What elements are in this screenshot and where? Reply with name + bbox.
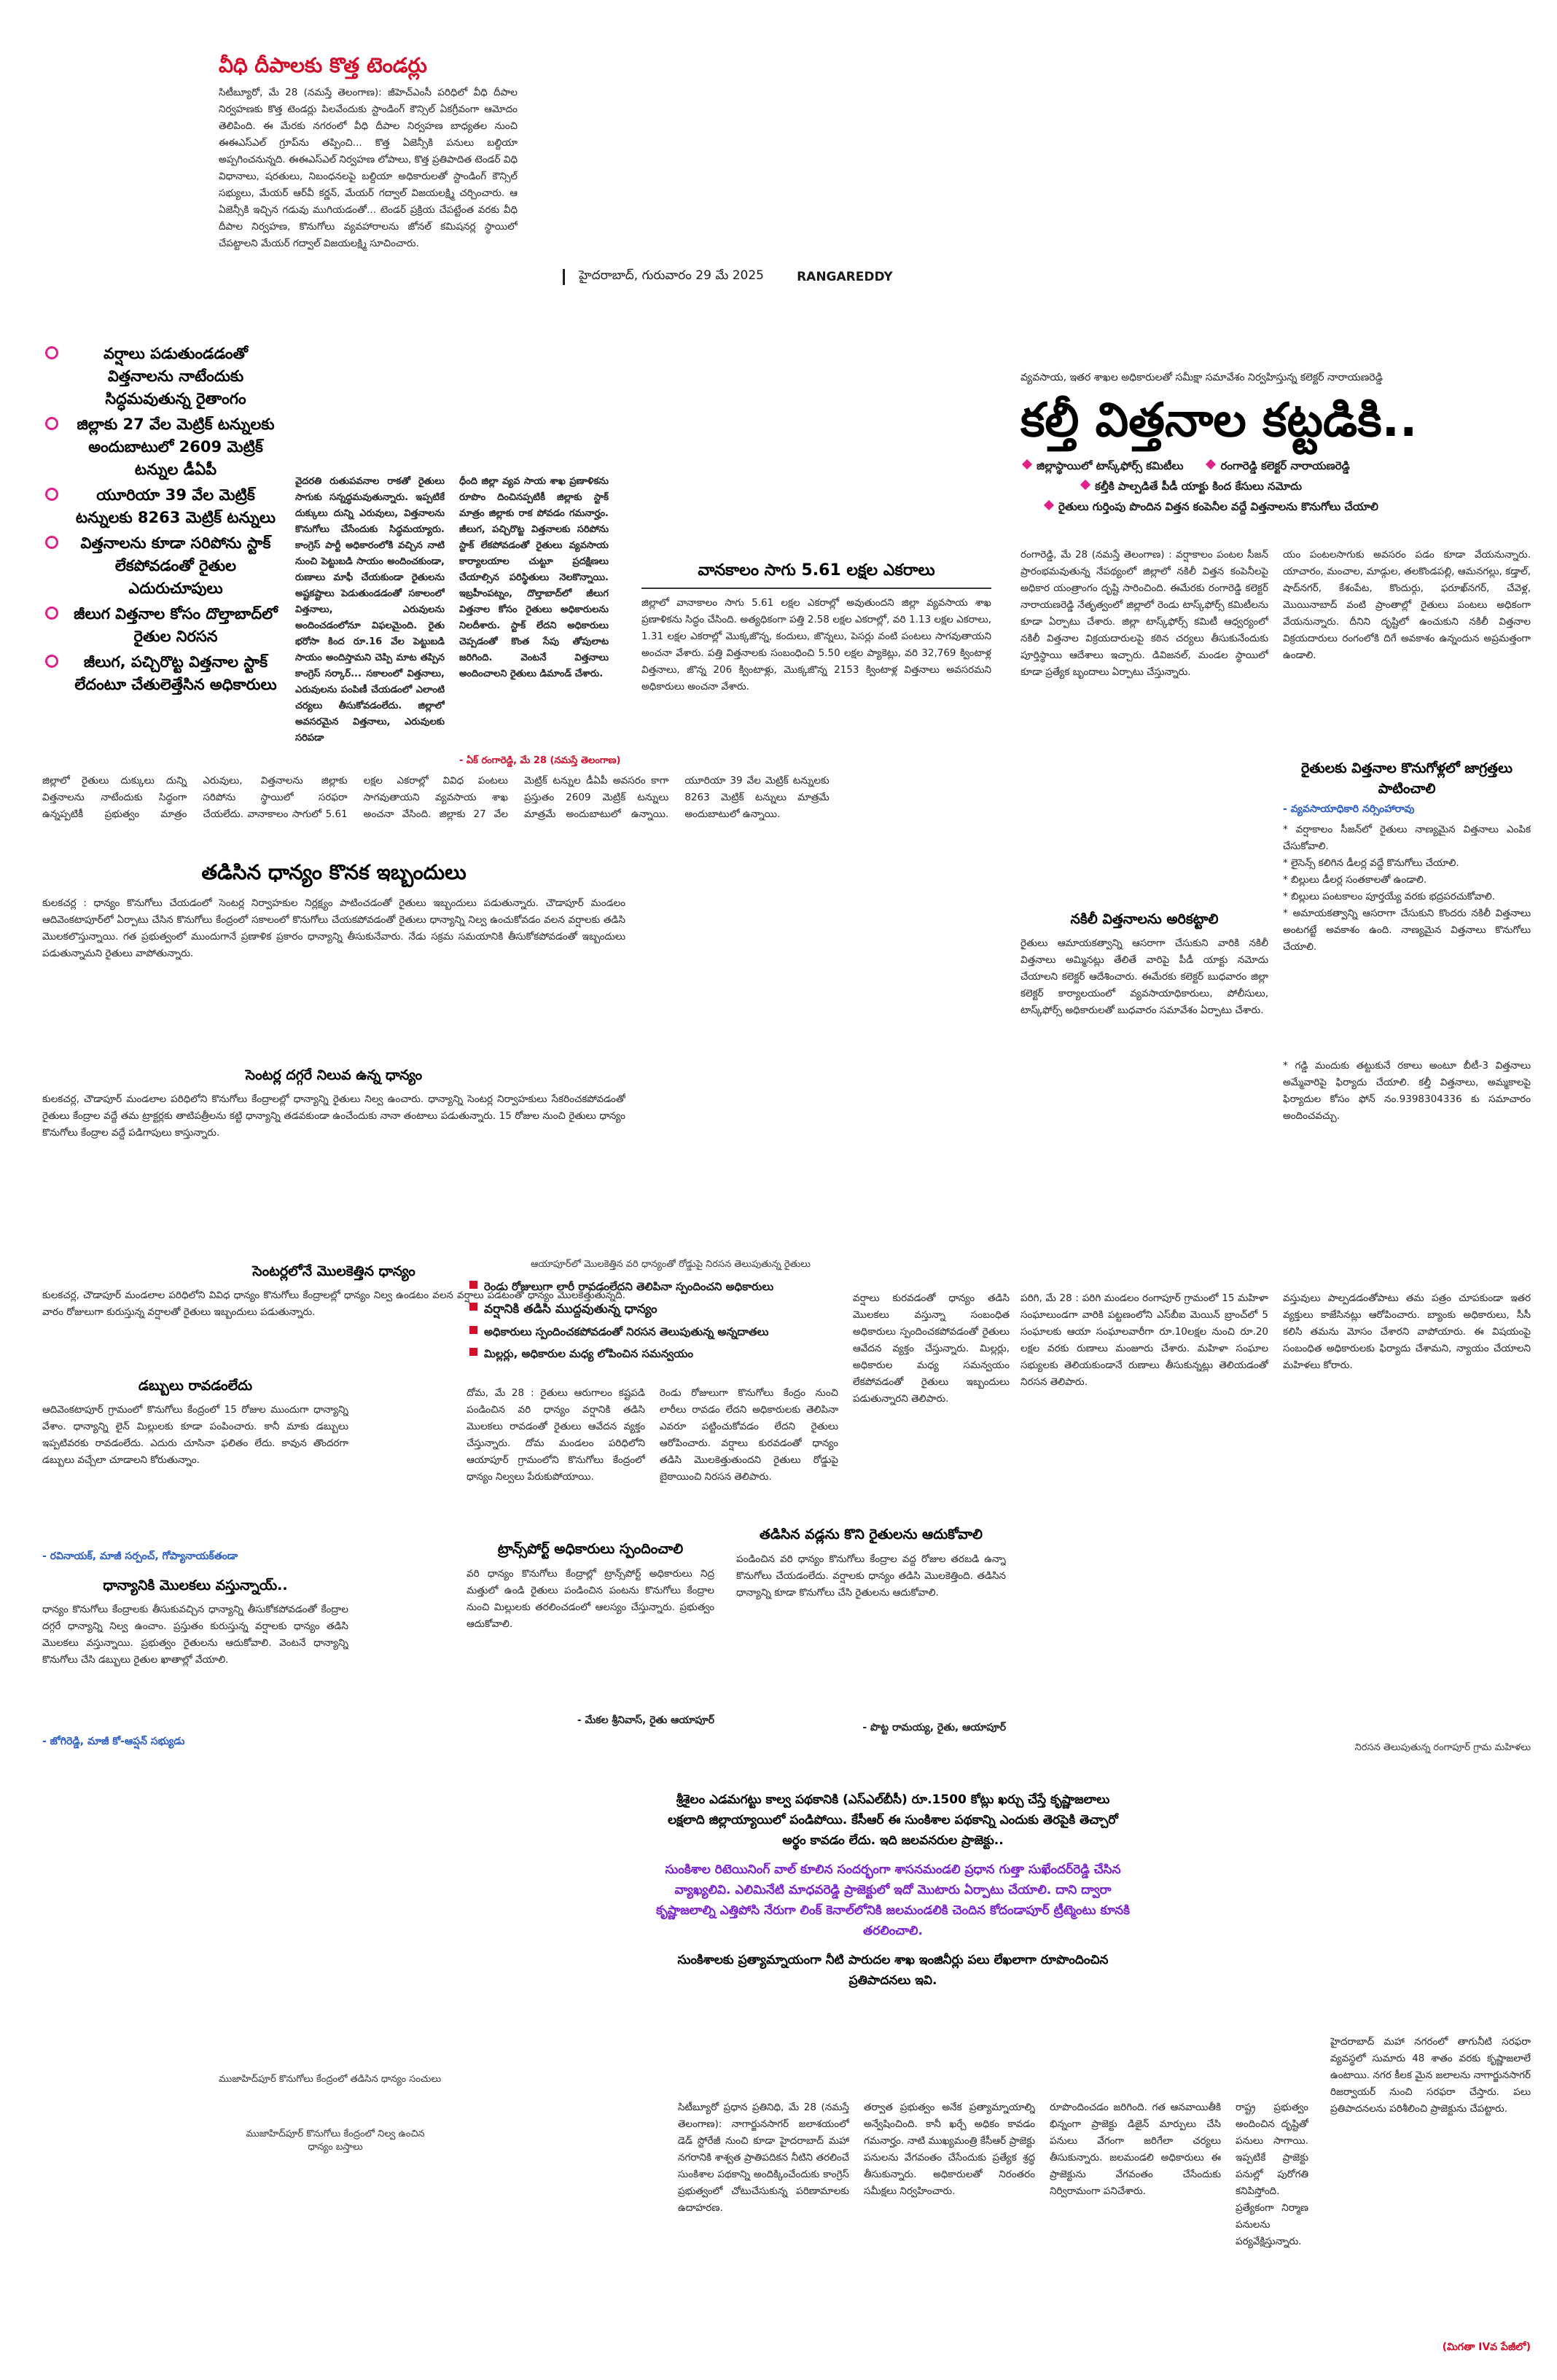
left-bullet: వర్షాలు పడుతుండడంతో విత్తనాలను నాటేందుకు సిద్ధమవుతున్న రైతాంగం (42, 343, 283, 410)
bottom-col5: హైదరాబాద్ మహా నగరంలో తాగునీటి సరఫరా వ్యవస్థలో సుమారు 48 శాతం వరకు కృష్ణాజలాలే ఉంటాయి. నగర కీలక మైన జలాలను నాగార్జునసాగర్ రిజర్వాయర్ నుంచి సరఫరా చేస్తారు. పలు ప్రతిపాదనలను పరిశీలించి ప్రాజెక్టును చేపట్టారు. (1330, 2036, 1531, 2115)
main-bullet: జిల్లాస్థాయిలో టాస్క్‌ఫోర్స్ కమిటీలు (1021, 456, 1183, 476)
protest-bullet: అధికారులు స్పందించకపోవడంతో నిరసన తెలుపుతున్న అన్నదాతలు (467, 1321, 846, 1343)
caption-mujahidpur-bags: ముజాహిద్‌పూర్ కొనుగోలు కేంద్రంలో తడిసిన ధాన్యం సంచులు (219, 2074, 442, 2085)
sunkishala-box (656, 1790, 1130, 1991)
ring-bullet-icon (45, 346, 58, 359)
streetlights-headline: వీధి దీపాలకు కొత్త టెండర్లు (219, 53, 427, 77)
main-bullet: రంగారెడ్డి కలెక్టర్ నారాయణరెడ్డి (1204, 456, 1349, 476)
protest-bullets (467, 1276, 846, 1365)
grain-credit1: - రవినాయక్, మాజీ సర్పంచ్, గోప్యానాయక్‌తండా (42, 1550, 238, 1562)
protest-sub1-body: వరి ధాన్యం కొనుగోలు కేంద్రాల్లో ట్రాన్స్‌పోర్ట్ అధికారులు నిద్ర మత్తులో ఉండి రైతులు పండించిన పంటను కొనుగోలు కేంద్రాల నుంచి మిల్లులకు తరలించడంలో ఆలస్యం చేస్తున్నారు. ప్రభుత్వం ఆదుకోవాలి. (467, 1568, 714, 1630)
left-col2: ధీంది జిల్లా వ్యవ సాయ శాఖ ప్రణాళికను రూపొం దించినప్పటికీ జిల్లాకు స్టాక్ మాత్రం జిల్లాకు రాక పోవడం గమనార్హం. జీలుగ, పచ్చిరొట్ట విత్తనాలకు సరిపోను స్టాక్ లేకపోవడంతో రైతులు వ్యవసాయ కార్యాలయాల చుట్టూ ప్రదక్షిణలు చేయాల్సిన పరిస్థితులు నెలకొన్నాయి. ఇబ్రహీంపట్నం, దొల్తాబాద్‌లో జీలుగ విత్తనాల కోసం రైతులు అధికారులను నిలదీశారు. స్టాక్ లేదని అధికారులు చెప్పడంతో కొంత సేపు తోపులాట జరిగింది. వెంటనే విత్తనాలు అందించాలని రైతులు డిమాండ్ చేశారు. (459, 476, 609, 679)
protest-sub2: తడిసిన వడ్లను కొని రైతులను ఆదుకోవాలి (760, 1526, 983, 1542)
left-bullet: జిల్లాకు 27 వేల మెట్రిక్ టన్నులకు అందుబాటులో 2609 మెట్రిక్ టన్నుల డీఏపీ (42, 413, 283, 481)
diamond-bullet-icon (1022, 459, 1032, 469)
square-bullet-icon (469, 1326, 477, 1334)
left-bullet: జీలుగ విత్తనాల కోసం దొల్తాబాద్‌లో రైతుల నిరసన (42, 603, 283, 648)
main-col1b: రైతులు ఆమాయకత్వాన్ని ఆసరాగా చేసుకుని వారికి నకిలీ విత్తనాలు అమ్మినట్లు తేలితే వారిపై పీడీ యాక్టు నమోదు చేయాలని కలెక్టర్ ఆదేశించారు. ఈమేరకు కలెక్టర్ బుధవారం జిల్లా కలెక్టర్ కార్యాలయంలో వ్యవసాయాధికారులు, పోలీసులు, టాస్క్‌ఫోర్స్ అధికారులతో బుధవారం సమావేశం ఏర్పాటు చేశారు. (1021, 937, 1268, 1016)
caption-rangapur: నిరసన తెలుపుతున్న రంగాపూర్ గ్రామ మహిళలు (1354, 1742, 1531, 1753)
protest-sub2-body: పండించిన వరి ధాన్యం కొనుగోలు కేంద్రాల వద్ద రోజుల తరబడి ఉన్నా కొనుగోలు చేయడంలేదు. వర్షాలకు ధాన్యం తడిసి మొలకెత్తింది. తడిసిన ధాన్యాన్ని కూడా కొనుగోలు చేసి రైతులను ఆదుకోవాలి. (736, 1553, 1006, 1599)
main-credit: - వ్యవసాయాధికారి నర్సింహారావు (1283, 803, 1415, 815)
main-col2: యం పంటలసాగుకు అవసరం పడం కూడా వేయనున్నారు. యాచారం, మంచాల, మాడ్గుల, తలకొండపల్లి, ఆమనగల్లు, కడ్తాల్, షాద్‌నగర్, కేశంపేట, కొందుర్గు, ఫరూఖ్‌నగర్, చేవెళ్ల, మొయినాబాద్ వంటి ప్రాంతాల్లో రైతులు పంటలు అధికంగా వేయనున్నారు. దీనిని దృష్టిలో ఉంచుకుని నకిలీ విత్తనాల విక్రయదారులు రంగంలోకి దిగే అవకాశం ఉన్నందున అప్రమత్తంగా ఉండాలి. (1283, 549, 1531, 661)
main-tips-tail: * గడ్డి మందుకు తట్టుకునే రకాలు అంటూ బీటీ-3 విత్తనాలు అమ్మేవారిపై ఫిర్యాదు చేయాలి. కల్తీ విత్తనాలు, అమ్మకాలపై ఫిర్యాదుల కోసం ఫోన్ నం.9398304336 కు సమాచారం అందించవచ్చు. (1283, 1060, 1531, 1122)
grain-sub3: డబ్బులు రావడంలేదు (138, 1378, 253, 1394)
masthead-edition: RANGAREDDY (797, 270, 893, 284)
sowing-body: జిల్లాలో వానాకాలం సాగు 5.61 లక్షల ఎకరాల్లో అవుతుందని జిల్లా వ్యవసాయ శాఖ ప్రణాళికను సిద్ధం చేసింది. అత్యధికంగా పత్తి 2.58 లక్షల ఎకరాల్లో, వరి 1.13 లక్షల ఎకరాలు, 1.31 లక్షల ఎకరాల్లో మొక్కజొన్న, కందులు, జొన్నలు, పెసర్లు వంటి పంటలు సాగవుతాయని అంచనా వేశారు. పత్తి విత్తనాలకు సంబంధించి 5.50 లక్షల ప్యాకెట్లు, వరి 32,769 క్వింటాళ్ల విత్తనాలు, జొన్న 206 క్వింటాళ్లు, మొక్కజొన్న 2153 క్వింటాళ్ల విత్తనాలు అవసరమని అధికారులు అంచనా వేశారు. (641, 597, 991, 692)
protest-credit1: - మేకల శ్రీనివాస్, రైతు ఆయాపూర్ (577, 1714, 714, 1726)
grain-body2: కులకచర్ల, చౌడాపూర్ మండలాల పరిధిలోని కొనుగోలు కేంద్రాలల్లో ధాన్యాన్ని రైతులు నిల్వ ఉంచారు. ధాన్యాన్ని సెంటర్ల నిర్వాహకులు సేకరించకపోవడంతో రైతులు కేంద్రాల వద్దే తమ ట్రాక్టర్లకు తాటిపత్రీలను కట్టి ధాన్యాన్ని తడవకుండా ఉంచేందుకు నానా తంటాలు పడుతున్నారు. 15 రోజుల నుంచి రైతులు ధాన్యం కొనుగోలు కేంద్రాల వద్దే పడిగాపులు కాస్తున్నారు. (42, 1093, 625, 1139)
protest-bullet: వర్షానికి తడిసి ముద్దవుతున్న ధాన్యం (467, 1298, 846, 1321)
left-fullwidth: జిల్లాలో రైతులు దుక్కులు దున్ని విత్తనాలను నాటేందుకు సిద్ధంగా ఉన్నప్పటికీ ప్రభుత్వం మాత్రం ఎరువులు, విత్తనాలను జిల్లాకు సరిపోను స్థాయిలో సరఫరా చేయలేదు. వానాకాలం సాగులో 5.61 లక్షల ఎకరాల్లో వివిధ పంటలు సాగవుతాయని వ్యవసాయ శాఖ అంచనా వేసింది. జిల్లాకు 27 వేల మెట్రిక్ టన్నుల డీఏపీ అవసరం కాగా ప్రస్తుతం 2609 మెట్రిక్ టన్నులు మాత్రమే అందుబాటులో ఉన్నాయి. యూరియా 39 వేల మెట్రిక్ టన్నులకు 8263 మెట్రిక్ టన్నులు మాత్రమే అందుబాటులో ఉన్నాయి. (42, 775, 830, 820)
left-bullet: జీలుగ, పచ్చిరొట్ట విత్తనాల స్టాక్ లేదంటూ చేతులెత్తేసిన అధికారులు (42, 651, 283, 696)
sowing-headline: వానకాలం సాగు 5.61 లక్షల ఎకరాలు (641, 561, 991, 589)
main-col2-wrap (1283, 547, 1531, 1160)
main-col1: రంగారెడ్డి, మే 28 (నమస్తే తెలంగాణ) : వర్షాకాలం పంటల సీజన్ ప్రారంభమవుతున్న నేపథ్యంలో జిల్లాలో నకిలీ విత్తన కంపెనీలపై అధికార యంత్రాంగం దృష్టి సారించింది. ఈమేరకు రంగారెడ్డి కలెక్టర్ నారాయణరెడ్డి నేతృత్వంలో జిల్లాలో రెండు టాస్క్‌ఫోర్స్ కమిటీలను కూడా ఏర్పాటు చేశారు. జిల్లా టాస్క్‌ఫోర్స్ కమిటీ ఆధ్వర్యంలో నకిలీ విత్తనాల విక్రయదారులపై కఠిన చర్యలు తీసుకునేందుకు పూర్తిస్థాయి ఆదేశాలు ఇచ్చారు. డివిజనల్, మండల స్థాయిలో కూడా ప్రత్యేక బృందాలు ఏర్పాటు చేస్తున్నారు. (1021, 549, 1268, 678)
grain-credit2: - జోగిరెడ్డి, మాజీ కో-ఆప్షన్ సభ్యుడు (42, 1736, 185, 1747)
masthead-city-date: హైదరాబాద్‌, గురువారం 29 మే 2025 (579, 268, 764, 283)
bottom-credit: (మిగతా IVవ పేజీలో) (1442, 2341, 1531, 2353)
streetlights-story (219, 51, 518, 303)
protest-bullet: మిల్లర్లు, అధికారుల మధ్య లోపించిన సమన్వయం (467, 1343, 846, 1365)
rangapur-col1: పరిగి, మే 28 : పరిగి మండలం రంగాపూర్ గ్రామంలో 15 మహిళా సంఘాలుండగా వారికి పట్టణంలోని ఎస్‌బీఐ మెయిన్ బ్రాంచ్‌లో 5 సంఘాలకు ఆయా సంఘాలవారీగా రూ.10లక్షల నుంచి రూ.20 లక్షల వరకు రుణాలు మంజూరు చేశారు. మహిళా సంఘాల సభ్యులకు తెలియకుండానే రుణాలు తీసుకున్నట్లు తెలియడంతో నిరసన తెలిపారు. (1021, 1292, 1268, 1388)
masthead (563, 268, 1557, 286)
main-headline: కల్తీ విత్తనాల కట్టడికి.. (1021, 394, 1418, 448)
left-bullets (42, 343, 283, 699)
diamond-bullet-icon (1206, 459, 1216, 469)
sunkishala-p2: సుంకిశాల రిటెయినింగ్ వాల్ కూలిన సందర్భంగా శాసనమండలి ప్రధాన గుత్తా సుఖేందర్‌రెడ్డి చేసిన వ్యాఖ్యలివి. ఎలిమినేటి మాధవరెడ్డి ప్రాజెక్టులో ఇదో మొటారు ఏర్పాటు చేయాలి. దాని ద్వారా కృష్ణాజలాల్ని ఎత్తిపోసి నేరుగా లింక్ కెనాల్‌లోనికి జలమండలికి చెందిన కోదండాపూర్ ట్రీట్మెంటు కూనకి తరలించాలి. (656, 1862, 1130, 1938)
ring-bullet-icon (45, 536, 58, 549)
grain-body5: ధాన్యం కొనుగోలు కేంద్రాలకు తీసుకువచ్చిన ధాన్యాన్ని తీసుకోకపోవడంతో కేంద్రాల దగ్గరే ధాన్యాన్ని నిల్వ ఉంచాం. ప్రస్తుతం కురుస్తున్న వర్షాలకు ధాన్యం తడిసి మొలకలు వస్తున్నాయి. ప్రభుత్వం రైతులను ఆదుకోవాలి. వెంటనే ధాన్యాన్ని కొనుగోలు చేసి డబ్బులు రైతుల ఖాతాల్లో వేయాలి. (42, 1604, 348, 1666)
main-sub2: రైతులకు విత్తనాల కొనుగోళ్లలో జాగ్రత్తలు పాటించాలి (1300, 760, 1513, 797)
diamond-bullet-icon (1080, 480, 1090, 490)
protest-sub1: ట్రాన్స్‌పోర్ట్ అధికారులు స్పందించాలి (497, 1541, 684, 1557)
left-col1: వైదరతి రుతుపవనాల రాకతో రైతులు సాగుకు సన్నద్ధమవుతున్నారు. ఇప్పటికే దుక్కులు దున్ని ఎరువులు, విత్తనాలను కొనుగోలు చేసేందుకు సిద్ధమయ్యారు. కాంగ్రెస్ పార్టీ అధికారంలోకి వచ్చిన నాటి నుంచి పెట్టుబడి సాయం అందించకుండా, రుణాలు మాఫీ చేయకుండా రైతులను అష్టకష్టాలు పెడుతుండడంతో సకాలంలో విత్తనాలు, ఎరువులను అందించడంలోనూ విఫలమైంది. రైతు భరోసా కింద రూ.16 వేల పెట్టుబడి సాయం అందిస్తామని చెప్పి మాట తప్పిన కాంగ్రెస్ సర్కార్... సకాలంలో విత్తనాలు, ఎరువులను పంపిణీ చేయడంలో ఎలాంటి చర్యలు తీసుకోవడంలేదు. జిల్లాలో అవసరమైన విత్తనాలు, ఎరువులకు సరిపడా (295, 476, 445, 744)
bottom-col2: తర్వాత ప్రభుత్వం అనేక ప్రత్యామ్నాయాల్ని అన్వేషించింది. కానీ ఖర్చే అధికం కావడం గమనార్హం. నాటి ముఖ్యమంత్రి కేసీఆర్ ప్రాజెక్టు పనులను వేగవంతం చేసేందుకు ప్రత్యేక శ్రద్ధ తీసుకున్నారు. అధికారులతో నిరంతరం సమీక్షలు నిర్వహించారు. (864, 2102, 1035, 2197)
ring-bullet-icon (45, 606, 58, 620)
main-tips: * వర్షాకాలం సీజన్‌లో రైతులు నాణ్యమైన విత్తనాలు ఎంపిక చేసుకోవాలి. * లైసెన్స్ కలిగిన డీలర్ల వద్దే కొనుగోలు చేయాలి. * బిల్లులు డీలర్ల సంతకాలతో ఉండాలి. * బిల్లులు పంటకాలం పూర్తయ్యే వరకు భద్రపరచుకోవాలి. * అమాయకత్వాన్ని ఆసరాగా చేసుకుని కొందరు నకిలీ విత్తనాలు అంటగట్టే అవకాశం ఉంది. నాణ్యమైన విత్తనాలు కొనుగోలు చేయాలి. (1283, 824, 1531, 953)
grain-body4: ఆదివెంకటాపూర్ గ్రామంలో కొనుగోలు కేంద్రంలో 15 రోజుల ముందుగా ధాన్యాన్ని వేశాం. ధాన్యాన్ని లైన్ మిల్లులకు కూడా పంపించారు. కానీ మాకు డబ్బులు ఇప్పటివరకు రావడంలేదు. ఎదురు చూసినా ఫలితం లేదు. కావున తొందరగా డబ్బులు వచ్చేలా చూడాలని కోరుతున్నాం. (42, 1404, 348, 1466)
bottom-col1: సిటీబ్యూరో ప్రధాన ప్రతినిధి, మే 28 (నమస్తే తెలంగాణ): నాగార్జునసాగర్ జలాశయంలో డెడ్ స్టోరేజీ నుంచి కూడా హైదరాబాద్ మహా నగరానికి శాశ్వత ప్రాతిపదికన నీటిని తరలించే సుంకిశాల పథకాన్ని అందిక్కించేందుకు కాంగ్రెస్ ప్రభుత్వంలో చోటుచేసుకున్న పరిణామాలకు ఉదాహరణ. (678, 2102, 849, 2214)
main-col1-wrap (1021, 547, 1268, 1117)
square-bullet-icon (469, 1281, 477, 1289)
grain-body3: కులకచర్ల, చౌడాపూర్ మండలాల పరిధిలోని వివిధ ధాన్యం కొనుగోలు కేంద్రాలల్లో ధాన్యం నిల్వ ఉండటం వలన వర్షాలు పడటంతో ధాన్యం మొలకెత్తుతున్నది. వారం రోజులుగా కురుస్తున్న వర్షాలతో రైతులు ఇబ్బందులు పడుతున్నారు. (42, 1290, 625, 1318)
left-bullet: విత్తనాలను కూడా సరిపోను స్టాక్ లేకపోవడంతో రైతుల ఎదురుచూపులు (42, 532, 283, 600)
sowing-box (641, 561, 991, 762)
main-kicker: వ్యవసాయ, ఇతర శాఖల అధికారులతో సమీక్షా సమావేశం నిర్వహిస్తున్న కలెక్టర్ నారాయణరెడ్డి (1021, 372, 1383, 383)
protest-col2: రెండు రోజులుగా కొనుగోలు కేంద్రం నుంచి లారీలు రావడం లేదని అధికారులకు తెలిపినా ఎవరూ పట్టించుకోవడం లేదని రైతులు ఆరోపించారు. వర్షాలు కురవడంతో ధాన్యం తడిసి మొలకెత్తుతుందని రైతులు రోడ్డుపై బైఠాయించి నిరసన తెలిపారు. (660, 1387, 838, 1483)
protest-col1: దోమ, మే 28 : రైతులు ఆరుగాలం కష్టపడి పండించిన వరి ధాన్యం వర్షానికి తడిసి మొలకలు రావడంతో రైతులు ఆవేదన వ్యక్తం చేస్తున్నారు. దోమ మండలం పరిధిలోని ఆయాపూర్ గ్రామంలోని కొనుగోలు కేంద్రంలో ధాన్యం నిల్వలు పేరుకుపోయాయి. (467, 1387, 645, 1483)
protest-credit2: - పొట్ట రామయ్య, రైతు, ఆయాపూర్ (862, 1722, 1006, 1733)
main-bullet: రైతులు గుర్తింపు పొందిన విత్తన కంపెనీల వద్దే విత్తనాలను కొనుగోలు చేయాలి (1042, 496, 1531, 517)
rangapur-col2: వస్తువులు పాల్పడడంతోపాటు తమ పత్రం చూపకుండా ఇతర వ్యక్తులు కాజేసినట్లు ఆరోపించారు. బ్యాంకు అధికారులు, సీసీ కలిసి తమను మోసం చేశారని వాపోయారు. ఈ విషయంపై సంబంధిత అధికారులకు ఫిర్యాదు చేశామని, న్యాయం చేయాలని మహిళలు కోరారు. (1283, 1292, 1531, 1371)
square-bullet-icon (469, 1348, 477, 1356)
grain-headline: తడిసిన ధాన్యం కొనక ఇబ్బందులు (201, 860, 467, 884)
caption-mujahidpur-stock: ముజాహిద్‌పూర్ కొనుగోలు కేంద్రంలో నిల్వ ఉంచిన ధాన్యం బస్తాలు (246, 2129, 425, 2153)
sunkishala-p3: సుంకిశాలకు ప్రత్యామ్నాయంగా నీటి పారుదల శాఖ ఇంజినీర్లు పలు లేఖలాగా రూపొందించిన ప్రతిపాదనలు ఇవి. (677, 1953, 1109, 1988)
left-credit: - ఏక్ రంగారెడ్డి, మే 28 (నమస్తే తెలంగాణ) (459, 755, 621, 766)
main-bullet: కల్తీకి పాల్పడితే పీడీ యాక్టు కింద కేసులు నమోదు (1079, 476, 1531, 496)
ring-bullet-icon (45, 417, 58, 430)
protest-col3: వర్షాలు కురవడంతో ధాన్యం తడిసి మొలకలు వస్తున్నా సంబంధిత అధికారులు స్పందించకపోవడంతో రైతులు ఆవేదన వ్యక్తం చేస్తున్నారు. మిల్లర్లు, అధికారుల మధ్య సమన్వయం లేకపోవడంతో రైతులు ఇబ్బందులు పడుతున్నారని తెలిపారు. (853, 1292, 1010, 1405)
grain-sub4: ధాన్యానికి మొలకలు వస్తున్నాయ్.. (103, 1577, 288, 1593)
grain-lower-left (42, 1378, 348, 1749)
bottom-col4: రాష్ట్ర ప్రభుత్వం అందించిన దృష్టితో పనులు సాగాయి. ఇప్పటికే ప్రాజెక్టు పనుల్లో పురోగతి కనిపిస్తోంది. ప్రత్యేకంగా నిర్మాణ పనులను పర్యవేక్షిస్తున్నారు. (1236, 2102, 1308, 2247)
diamond-bullet-icon (1044, 500, 1054, 510)
bottom-col3: రూపొందించడం జరిగింది. గత ఆనవాయితీకి భిన్నంగా ప్రాజెక్టు డిజైన్ మార్పులు చేసి పనులు వేగంగా జరిగేలా చర్యలు తీసుకున్నారు. జలమండలి అధికారులు ఈ ప్రాజెక్టును వేగవంతం చేసేందుకు నిర్విరామంగా పనిచేశారు. (1050, 2102, 1221, 2197)
left-bullet: యూరియా 39 వేల మెట్రిక్ టన్నులకు 8263 మెట్రిక్ టన్నులు (42, 484, 283, 529)
sunkishala-p1: శ్రీశైలం ఎడమగట్టు కాల్వ పథకానికి (ఎస్‌ఎల్‌బీసీ) రూ.1500 కోట్లు ఖర్చు చేస్తే కృష్ణాజలాలు లక్షలాది జిల్లాయ్యాయిలో పండిపోయి. కేసీఆర్ ఈ సుంకిశాల పథకాన్ని ఎందుకు తెరపైకి తెచ్చారో అర్థం కావడం లేదు. ఇది జలవనరుల ప్రాజెక్టు.. (668, 1792, 1118, 1848)
masthead-bar (563, 269, 565, 285)
caption-ayapur: ఆయాపూర్‌లో మొలకెత్తిన వరి ధాన్యంతో రోడ్డుపై నిరసన తెలుపుతున్న రైతులు (531, 1259, 811, 1270)
protest-sub1-wrap (467, 1538, 714, 1728)
grain-sub2: సెంటర్లలోనే మొలకెత్తిన ధాన్యం (252, 1263, 415, 1279)
ring-bullet-icon (45, 488, 58, 501)
streetlights-body: సిటీబ్యూరో, మే 28 (నమస్తే తెలంగాణ): జీహెచ్‌ఎంసీ పరిధిలో వీధి దీపాల నిర్వహణకు కొత్త టెండర్లు పిలవేందుకు స్టాండింగ్ కౌన్సిల్ ఏకగ్రీవంగా ఆమోదం తెలిపింది. ఈ మేరకు నగరంలో వీధి దీపాల నిర్వహణ బాధ్యతల నుంచి ఈఈఎస్‌ఎల్ గ్రూప్‌ను తప్పించి... కొత్త ఏజెన్సీకి పనులు బల్దియా అప్పగించనున్నది. ఈఈఎస్‌ఎల్ నిర్వహణ లోపాలు, కొత్త ప్రతిపాదిత టెండర్ విధి విధానాలు, షరతులు, నిబంధనలపై బల్దియా అధికారులతో స్టాండింగ్ కౌన్సిల్ సభ్యులు, మేయర్ ఆర్‌వీ కర్ణన్, మేయర్ గద్వాల్ విజయలక్ష్మి చర్చించారు. ఆ ఏజెన్సీకి ఇచ్చిన గడువు ముగియడంతో... టెండర్ ప్రక్రియ చేపట్టేంత వరకు వీధి దీపాల నిర్వహణ, కొనుగోలు వ్యవహారాలను జోనల్ కమిషనర్ల స్థాయిలో చేపట్టాలని మేయర్ గద్వాల్ విజయలక్ష్మి సూచించారు. (219, 87, 518, 249)
main-sub1: నకిలీ విత్తనాలను అరికట్టాలి (1070, 911, 1219, 927)
main-story (1021, 372, 1531, 517)
square-bullet-icon (469, 1303, 477, 1311)
grain-body1: కులకచర్ల : ధాన్యం కొనుగోలు చేయడంలో సెంటర్ల నిర్వాహకుల నిర్లక్ష్యం పాటించడంతో రైతులు ఇబ్బందులు పడుతున్నారు. చౌడాపూర్ మండలం ఆదివెంకటాపూర్‌లో ఏర్పాటు చేసిన కొనుగోలు కేంద్రంలో సకాలంలో కొనుగోలు చేయకపోవడంతో రైతులు ధాన్యాన్ని నిల్వ ఉంచుకోవడం వలన వర్షాలకు తడిసి మొలకలొస్తున్నాయి. గత ప్రభుత్వంలో ముందుగానే ప్రణాళిక ప్రకారం ధాన్యాన్ని తీసుకునేవారు. నేడు సక్రమ సమయానికి తీసుకోకపోవడంతో ఇబ్బందులు పడుతున్నామని రైతులు వాపోతున్నారు. (42, 897, 625, 959)
protest-sub2-wrap (736, 1523, 1006, 1736)
main-bullets (1021, 456, 1531, 517)
grain-sub1: సెంటర్ల దగ్గరే నిలువ ఉన్న ధాన్యం (245, 1067, 423, 1083)
protest-bullet: రెండు రోజులుగా లారీ రావడంలేదని తెలిపినా స్పందించని అధికారులు (467, 1276, 846, 1298)
ring-bullet-icon (45, 655, 58, 668)
